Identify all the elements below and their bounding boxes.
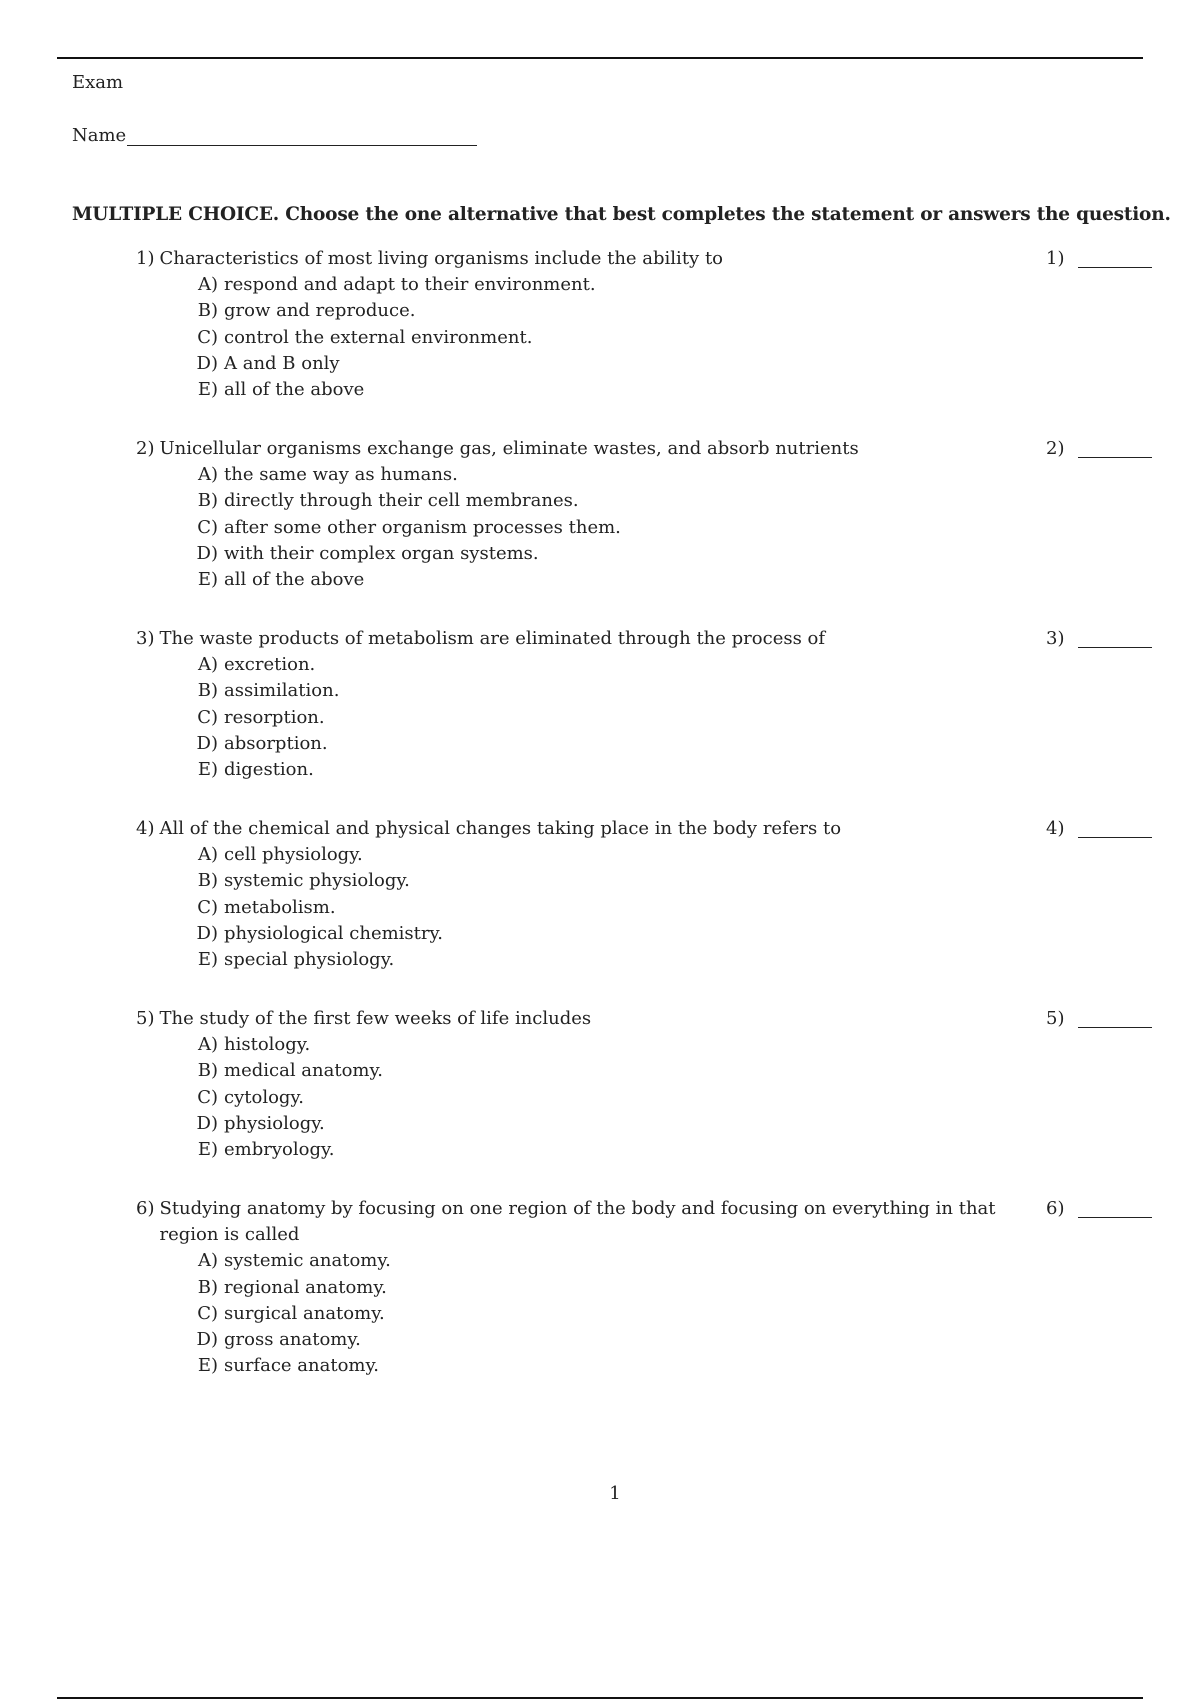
choice-text: metabolism. [224, 896, 336, 918]
choice-list [188, 1032, 1156, 1163]
choice-c[interactable] [188, 1301, 1156, 1327]
choice-letter: C) [197, 706, 218, 728]
choice-text: A and B only [224, 352, 340, 374]
question-text: Unicellular organisms exchange gas, eliminate wastes, and absorb nutrients [159, 438, 859, 459]
choice-list [188, 842, 1156, 973]
choice-a[interactable] [188, 462, 1156, 488]
choice-letter: B) [197, 680, 218, 702]
choice-letter: D) [196, 1112, 218, 1134]
choice-text: after some other organism processes them. [224, 516, 621, 538]
choice-letter: D) [196, 352, 218, 374]
bottom-rule [57, 1697, 1143, 1699]
question-text: The waste products of metabolism are eliminated through the process of [159, 628, 826, 649]
choice-b[interactable] [188, 868, 1156, 894]
choice-letter: B) [197, 490, 218, 512]
exam-label: Exam [72, 72, 124, 93]
choice-letter: D) [196, 732, 218, 754]
choice-b[interactable] [188, 1058, 1156, 1084]
choice-letter: C) [197, 896, 218, 918]
choice-e[interactable] [188, 757, 1156, 783]
answer-slot-5 [1046, 1006, 1152, 1032]
choice-d[interactable] [188, 921, 1156, 947]
choice-text: all of the above [224, 379, 365, 401]
answer-blank[interactable] [1078, 439, 1152, 458]
choice-d[interactable] [188, 351, 1156, 377]
name-blank[interactable] [127, 127, 477, 146]
choice-letter: A) [197, 654, 218, 676]
choice-text: control the external environment. [224, 326, 533, 348]
choice-a[interactable] [188, 652, 1156, 678]
name-label: Name [72, 125, 127, 146]
answer-label: 2) [1046, 438, 1065, 459]
choice-e[interactable] [188, 377, 1156, 403]
choice-text: respond and adapt to their environment. [224, 274, 596, 296]
answer-slot-3 [1046, 626, 1152, 652]
choice-text: all of the above [224, 569, 365, 591]
choice-letter: E) [197, 1355, 218, 1377]
choice-text: systemic anatomy. [224, 1250, 391, 1272]
answer-slot-4 [1046, 816, 1152, 842]
question-number: 2) [136, 438, 155, 459]
choice-c[interactable] [188, 1085, 1156, 1111]
choice-c[interactable] [188, 515, 1156, 541]
choice-list [188, 652, 1156, 783]
choice-text: surface anatomy. [224, 1355, 379, 1377]
choice-text: embryology. [224, 1139, 335, 1161]
choice-text: physiology. [224, 1112, 325, 1134]
choice-text: medical anatomy. [224, 1060, 383, 1082]
answer-blank[interactable] [1078, 629, 1152, 648]
answer-blank[interactable] [1078, 819, 1152, 838]
choice-text: digestion. [224, 759, 314, 781]
answer-label: 6) [1046, 1198, 1065, 1219]
answer-label: 5) [1046, 1008, 1065, 1029]
choice-letter: B) [197, 1060, 218, 1082]
choice-letter: A) [197, 1034, 218, 1056]
choice-a[interactable] [188, 272, 1156, 298]
choice-text: surgical anatomy. [224, 1302, 385, 1324]
choice-b[interactable] [188, 678, 1156, 704]
answer-label: 4) [1046, 818, 1065, 839]
choice-c[interactable] [188, 895, 1156, 921]
choice-b[interactable] [188, 298, 1156, 324]
choice-letter: E) [197, 949, 218, 971]
page-number: 1 [609, 1483, 621, 1504]
choice-letter: A) [197, 844, 218, 866]
answer-slot-6 [1046, 1196, 1152, 1222]
choice-text: resorption. [224, 706, 325, 728]
choice-letter: D) [196, 1329, 218, 1351]
choice-letter: B) [197, 870, 218, 892]
question-5 [136, 1006, 1156, 1163]
choice-a[interactable] [188, 842, 1156, 868]
choice-d[interactable] [188, 1111, 1156, 1137]
choice-a[interactable] [188, 1032, 1156, 1058]
answer-blank[interactable] [1078, 1199, 1152, 1218]
choice-letter: A) [197, 464, 218, 486]
choice-text: cytology. [224, 1086, 304, 1108]
question-text: All of the chemical and physical changes taking place in the body refers to [159, 818, 842, 839]
top-rule [57, 57, 1143, 59]
choice-letter: C) [197, 1086, 218, 1108]
choice-a[interactable] [188, 1248, 1156, 1274]
choice-letter: A) [197, 1250, 218, 1272]
choice-letter: E) [197, 759, 218, 781]
choice-text: histology. [224, 1034, 311, 1056]
choice-letter: D) [196, 542, 218, 564]
question-1 [136, 246, 1156, 403]
choice-text: excretion. [224, 654, 316, 676]
question-6 [136, 1196, 1156, 1379]
choice-letter: E) [197, 379, 218, 401]
choice-text: gross anatomy. [224, 1329, 361, 1351]
question-4 [136, 816, 1156, 973]
choice-text: regional anatomy. [224, 1276, 387, 1298]
choice-text: grow and reproduce. [224, 300, 416, 322]
question-number: 4) [136, 818, 155, 839]
choice-d[interactable] [188, 541, 1156, 567]
choice-list [188, 462, 1156, 593]
choice-b[interactable] [188, 1275, 1156, 1301]
choice-letter: C) [197, 1302, 218, 1324]
choice-e[interactable] [188, 567, 1156, 593]
choice-text: physiological chemistry. [224, 922, 444, 944]
question-text: Studying anatomy by focusing on one region of the body and focusing on everything in that region is called [159, 1198, 996, 1246]
question-3 [136, 626, 1156, 783]
choice-c[interactable] [188, 705, 1156, 731]
choice-text: with their complex organ systems. [224, 542, 539, 564]
answer-label: 1) [1046, 248, 1065, 269]
choice-list [188, 272, 1156, 403]
answer-slot-2 [1046, 436, 1152, 462]
choice-text: special physiology. [224, 949, 395, 971]
choice-list [188, 1248, 1156, 1379]
choice-letter: E) [197, 569, 218, 591]
choice-letter: B) [197, 300, 218, 322]
choice-c[interactable] [188, 325, 1156, 351]
question-text: The study of the first few weeks of life includes [159, 1008, 592, 1029]
choice-letter: C) [197, 516, 218, 538]
question-number: 1) [136, 248, 155, 269]
choice-d[interactable] [188, 1327, 1156, 1353]
question-number: 3) [136, 628, 155, 649]
choice-e[interactable] [188, 947, 1156, 973]
question-2 [136, 436, 1156, 593]
choice-letter: E) [197, 1139, 218, 1161]
question-text: Characteristics of most living organisms include the ability to [159, 248, 724, 269]
answer-blank[interactable] [1078, 1009, 1152, 1028]
choice-d[interactable] [188, 731, 1156, 757]
choice-text: directly through their cell membranes. [224, 490, 579, 512]
question-number: 5) [136, 1008, 155, 1029]
answer-slot-1 [1046, 246, 1152, 272]
choice-letter: C) [197, 326, 218, 348]
answer-label: 3) [1046, 628, 1065, 649]
choice-text: assimilation. [224, 680, 340, 702]
choice-text: absorption. [224, 732, 328, 754]
choice-letter: D) [196, 922, 218, 944]
name-line [72, 125, 477, 146]
question-number: 6) [136, 1198, 155, 1219]
instructions: MULTIPLE CHOICE. Choose the one alternative that best completes the statement or answers the question. [72, 204, 1171, 225]
choice-text: systemic physiology. [224, 870, 410, 892]
choice-b[interactable] [188, 488, 1156, 514]
answer-blank[interactable] [1078, 249, 1152, 268]
choice-e[interactable] [188, 1353, 1156, 1379]
choice-e[interactable] [188, 1137, 1156, 1163]
choice-text: the same way as humans. [224, 464, 458, 486]
choice-letter: B) [197, 1276, 218, 1298]
choice-letter: A) [197, 274, 218, 296]
choice-text: cell physiology. [224, 844, 363, 866]
